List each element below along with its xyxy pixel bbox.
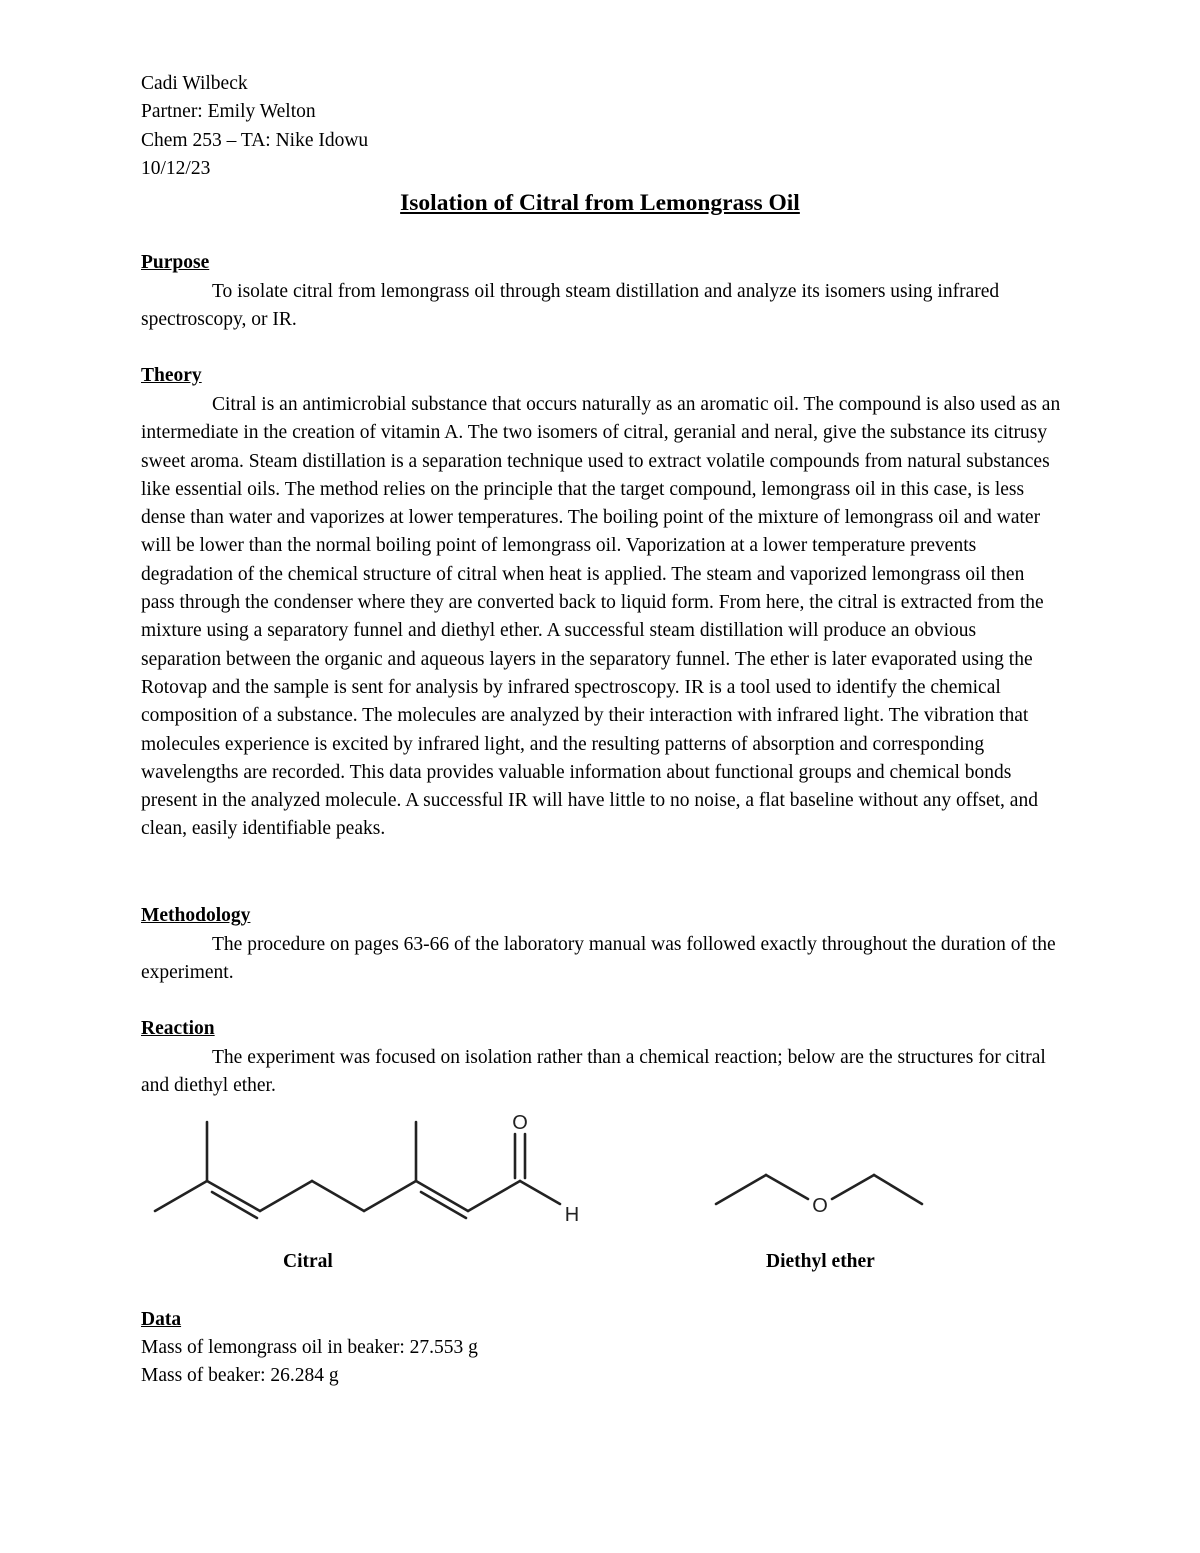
citral-structure [155,1122,560,1218]
author-name: Cadi Wilbeck [141,73,248,94]
theory-heading: Theory [141,365,202,386]
date-line: 10/12/23 [141,158,211,179]
reaction-heading: Reaction [141,1018,215,1039]
methodology-heading: Methodology [141,905,251,926]
data-line-lemongrass-mass: Mass of lemongrass oil in beaker: 27.553 g [141,1337,478,1358]
ether-oxygen-label: O [812,1195,828,1217]
partner-line: Partner: Emily Welton [141,101,316,122]
page-title: Isolation of Citral from Lemongrass Oil [400,190,800,216]
diethyl-ether-caption: Diethyl ether [766,1251,875,1272]
citral-caption: Citral [283,1251,333,1272]
data-heading: Data [141,1309,182,1330]
purpose-heading: Purpose [141,252,210,273]
theory-paragraph: Citral is an antimicrobial substance that occurs naturally as an aromatic oil. The compound is also used as an intermediate in the creation of vitamin A. The two isomers of citral, geranial and neral, give the substance its citrusy sweet aroma. Steam distillation is a separation technique used to extract volatile compounds from natural substances like essential oils. The method relies on the principle that the target compound, lemongrass oil in this case, is less dense than water and vaporizes at lower temperatures. The boiling point of the mixture of lemongrass oil and water will be lower than the normal boiling point of lemongrass oil. Vaporization at a lower temperature prevents degradation of the chemical structure of citral when heat is applied. The steam and vaporized lemongrass oil then pass through the condenser where they are converted back to liquid form. From here, the citral is extracted from the mixture using a separatory funnel and diethyl ether. A successful steam distillation will produce an obvious separation between the organic and aqueous layers in the separatory funnel. The ether is later evaporated using the Rotovap and the sample is sent for analysis by infrared spectroscopy. IR is a tool used to identify the chemical composition of a substance. The molecules are analyzed by their interaction with infrared light. The vibration that molecules experience is excited by infrared light, and the resulting patterns of absorption and corresponding wavelengths are recorded. This data provides valuable information about functional groups and chemical bonds present in the analyzed molecule. A successful IR will have little to no noise, a flat baseline without any offset, and clean, easily identifiable peaks. [141,394,1061,840]
chemical-structures [0,1100,1200,1240]
data-line-beaker-mass: Mass of beaker: 26.284 g [141,1365,339,1386]
citral-hydrogen-label: H [564,1204,580,1226]
purpose-paragraph: To isolate citral from lemongrass oil through steam distillation and analyze its isomers using infrared spectroscopy, or IR. [141,281,1000,331]
methodology-paragraph: The procedure on pages 63-66 of the laboratory manual was followed exactly throughout the duration of the experiment. [141,934,1056,984]
reaction-paragraph: The experiment was focused on isolation rather than a chemical reaction; below are the structures for citral and diethyl ether. [141,1047,1046,1097]
citral-oxygen-label: O [512,1112,528,1134]
course-line: Chem 253 – TA: Nike Idowu [141,130,369,151]
